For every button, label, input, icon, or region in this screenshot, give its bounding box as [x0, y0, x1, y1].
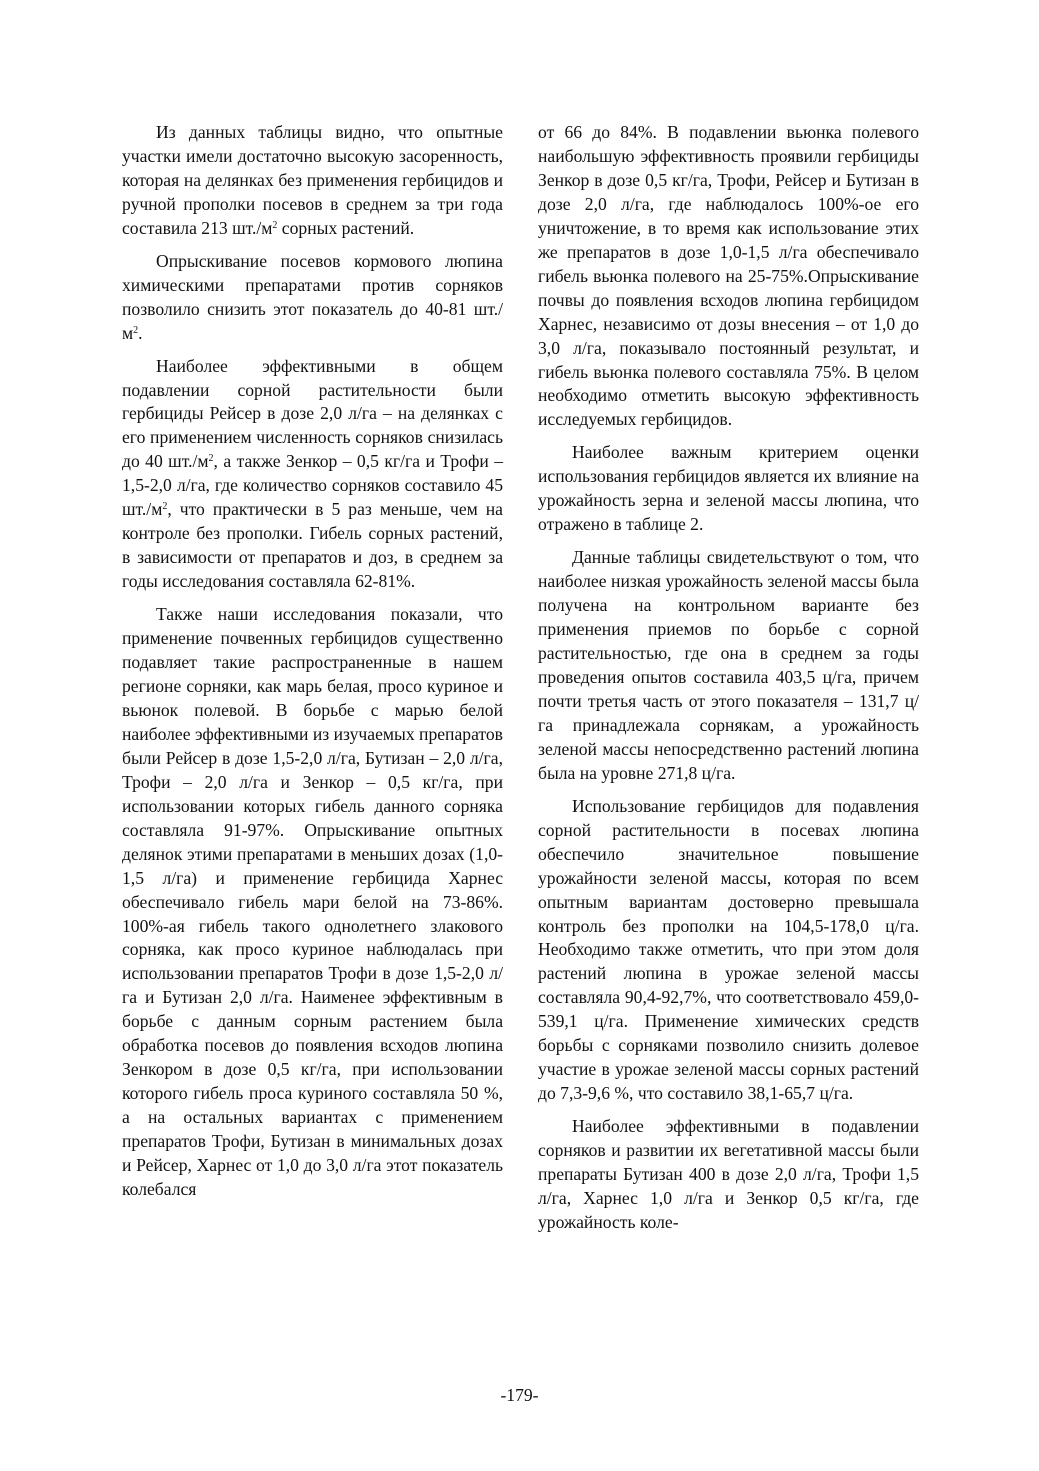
paragraph-text: .	[138, 322, 143, 343]
paragraph-text: Наиболее эффективными в общем подавлении сорной растительности были гербициды Рейсер в дозе 2,0 л/га – на делянках с его применением численность сорняков снизилась до 40 шт./м	[122, 355, 503, 472]
paragraph-text: Из данных таблицы видно, что опытные участки имели достаточно высокую засоренность, которая на делянках без применения гербицидов и ручной прополки посевов в среднем за три года составила 213 шт./м	[122, 122, 503, 238]
paragraph: Данные таблицы свидетельствуют о том, что наиболее низкая урожайность зеленой массы была получена на контрольном варианте без применения приемов по борьбе с сорной растительностью, где она в среднем за годы проведения опытов составила 403,5 ц/га, причем почти третья часть от этого показателя – 131,7 ц/га принадлежала сорнякам, а урожайность зеленой массы непосредственно растений люпина была на уровне 271,8 ц/га.	[538, 547, 919, 783]
paragraph-text: , что практически в 5 раз меньше, чем на контроле без прополки. Гибель сорных растений, в зависимости от препаратов и доз, в среднем за годы исследования составляла 62-81%.	[122, 499, 503, 592]
right-column	[538, 121, 919, 1244]
paragraph: Также наши исследования показали, что применение почвенных гербицидов существенно подавляет такие распространенные в нашем регионе сорняки, как марь белая, просо куриное и вьюнок полевой. В борьбе с марью белой наиболее эффективными из изучаемых препаратов были Рейсер в дозе 1,5-2,0 л/га, Бутизан – 2,0 л/га, Трофи – 2,0 л/га и Зенкор – 0,5 кг/га, при использовании которых гибель данного сорняка составляла 91-97%. Опрыскивание опытных делянок этими препаратами в меньших дозах (1,0-1,5 л/га) и применение гербицида Харнес обеспечивало гибель мари белой на 73-86%. 100%-ая гибель такого однолетнего злакового сорняка, как просо куриное наблюдалась при использовании препаратов Трофи в дозе 1,5-2,0 л/га и Бутизан 2,0 л/га. Наименее эффективным в борьбе с данным сорным растением была обработка посевов до появления всходов люпина Зенкором в дозе 0,5 кг/га, при использовании которого гибель проса куриного составляла 50 %, а на остальных вариантах с применением препаратов Трофи, Бутизан в минимальных дозах и Рейсер, Харнес от 1,0 до 3,0 л/га этот показатель колебался	[122, 604, 503, 1199]
paragraph: Наиболее эффективными в подавлении сорняков и развитии их вегетативной массы были препараты Бутизан 400 в дозе 2,0 л/га, Трофи 1,5 л/га, Харнес 1,0 л/га и Зенкор 0,5 кг/га, где урожайность коле-	[538, 1116, 919, 1232]
paragraph	[122, 121, 503, 241]
paragraph-text: , а также Зенкор – 0,5 кг/га и Трофи –1,5-2,0 л/га, где количество сорняков составило 45 шт./м	[122, 451, 503, 520]
left-column	[122, 121, 503, 1211]
paragraph: Использование гербицидов для подавления сорной растительности в посевах люпина обеспечило значительное повышение урожайности зеленой массы, которая по всем опытным вариантам достоверно превышала контроль без прополки на 104,5-178,0 ц/га. Необходимо также отметить, что при этом доля растений люпина в урожае зеленой массы составляла 90,4-92,7%, что соответствовало 459,0-539,1 ц/га. Применение химических средств борьбы с сорняками позволило снизить долевое участие в урожае зеленой массы сорных растений до 7,3-9,6 %, что составило 38,1-65,7 ц/га.	[538, 795, 919, 1104]
paragraph-continued: от 66 до 84%. В подавлении вьюнка полевого наибольшую эффективность проявили гербициды Зенкор в дозе 0,5 кг/га, Трофи, Рейсер и Бутизан в дозе 2,0 л/га, где наблюдалось 100%-ое его уничтожение, в то время как использование этих же препаратов в дозе 1,0-1,5 л/га обеспечивало гибель вьюнка полевого на 25-75%.Опрыскивание почвы до появления всходов люпина гербицидом Харнес, независимо от дозы внесения – от 1,0 до 3,0 л/га, показывало постоянный результат, и гибель вьюнка полевого составляла 75%. В целом необходимо отметить высокую эффективность исследуемых гербицидов.	[538, 122, 919, 430]
superscript: 2	[133, 324, 139, 336]
paragraph	[122, 250, 503, 346]
paragraph-text: сорных растений.	[277, 217, 415, 238]
page-number: -179-	[500, 1385, 539, 1405]
superscript: 2	[162, 501, 168, 513]
paragraph: Наиболее важным критерием оценки использования гербицидов является их влияние на урожайность зерна и зеленой массы люпина, что отражено в таблице 2.	[538, 442, 919, 535]
paragraph-text: Опрыскивание посевов кормового люпина химическими препаратами против сорняков позволило снизить этот показатель до 40-81 шт./м	[122, 250, 503, 343]
paragraph	[122, 355, 503, 595]
superscript: 2	[272, 219, 278, 231]
superscript: 2	[208, 453, 214, 465]
